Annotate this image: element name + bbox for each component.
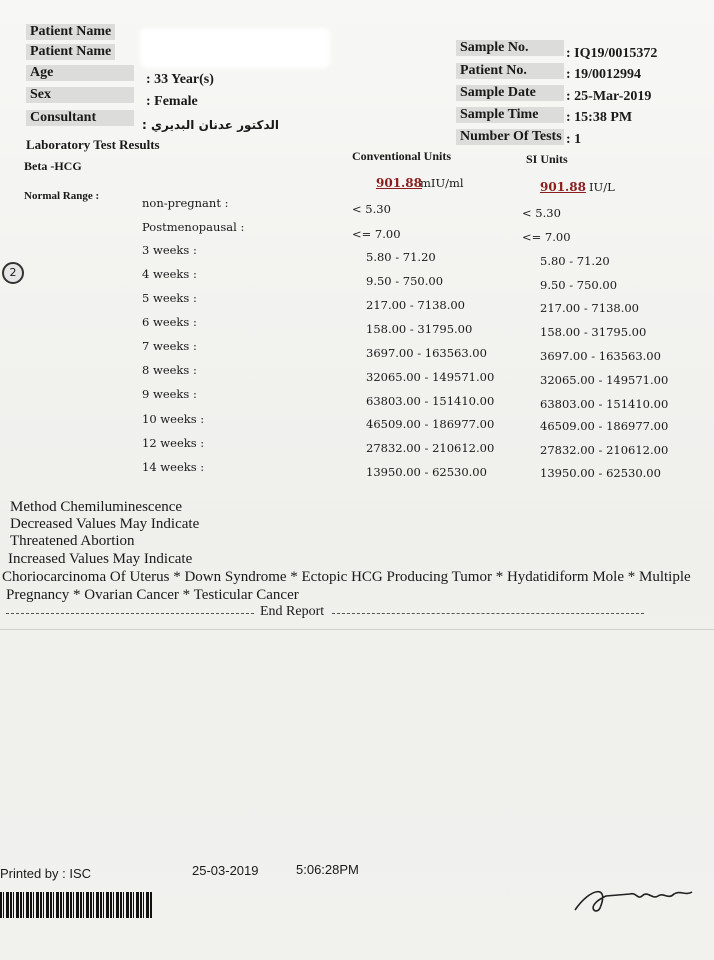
range-conventional: 3697.00 - 163563.00 [366, 346, 487, 360]
range-si: 63803.00 - 151410.00 [540, 397, 669, 411]
si-result: 901.88 [540, 180, 586, 194]
patient-no-label: Patient No. [456, 63, 564, 79]
range-conventional: 63803.00 - 151410.00 [366, 394, 495, 408]
range-label: 14 weeks : [142, 460, 205, 474]
range-si: 217.00 - 7138.00 [540, 301, 639, 315]
page-number-badge: 2 [2, 262, 24, 284]
range-conventional: 32065.00 - 149571.00 [366, 370, 495, 384]
range-si: 158.00 - 31795.00 [540, 325, 647, 339]
range-conventional: 217.00 - 7138.00 [366, 298, 465, 312]
consultant-value: : الدكتور عدنان البديري [142, 118, 279, 132]
sample-time-label: Sample Time [456, 107, 564, 123]
range-si: 3697.00 - 163563.00 [540, 349, 661, 363]
sample-no-label: Sample No. [456, 40, 564, 56]
signature [570, 878, 700, 918]
age-label: Age [26, 65, 134, 81]
range-conventional: <= 7.00 [352, 227, 401, 241]
end-rule-right [332, 613, 644, 614]
range-label: 3 weeks : [142, 243, 197, 257]
range-label: 10 weeks : [142, 412, 205, 426]
range-label: 12 weeks : [142, 436, 205, 450]
conditions-note: Choriocarcinoma Of Uterus * Down Syndrome * Ectopic HCG Producing Tumor * Hydatidiform Mole * Multiple [2, 569, 691, 585]
patient-name-label: Patient Name [26, 24, 115, 40]
range-label: 5 weeks : [142, 291, 197, 305]
number-of-tests-label: Number Of Tests [456, 129, 564, 145]
test-name: Beta -HCG [24, 159, 82, 173]
range-si: 5.80 - 71.20 [540, 254, 610, 268]
consultant-label: Consultant [26, 110, 134, 126]
range-label: Postmenopausal : [142, 220, 245, 234]
conditions-note-2: Pregnancy * Ovarian Cancer * Testicular Cancer [6, 587, 299, 603]
range-conventional: 5.80 - 71.20 [366, 250, 436, 264]
range-si: 32065.00 - 149571.00 [540, 373, 669, 387]
range-conventional: 27832.00 - 210612.00 [366, 441, 495, 455]
threatened-note: Threatened Abortion [10, 533, 135, 549]
normal-range-label: Normal Range : [24, 190, 100, 202]
sample-date-label: Sample Date [456, 85, 564, 101]
range-si: 27832.00 - 210612.00 [540, 443, 669, 457]
section-title: Laboratory Test Results [26, 137, 160, 152]
range-label: 8 weeks : [142, 363, 197, 377]
range-label: 9 weeks : [142, 387, 197, 401]
range-label: 4 weeks : [142, 267, 197, 281]
sex-label: Sex [26, 87, 134, 103]
range-label: 6 weeks : [142, 315, 197, 329]
end-report-label: End Report [260, 604, 325, 619]
range-si: <= 7.00 [522, 230, 571, 244]
range-conventional: 9.50 - 750.00 [366, 274, 444, 288]
range-conventional: < 5.30 [352, 202, 391, 216]
sample-no-value: : IQ19/0015372 [566, 46, 658, 61]
page-divider [0, 629, 714, 630]
sample-time-value: : 15:38 PM [566, 110, 633, 125]
conventional-units-header: Conventional Units [352, 149, 452, 163]
method-note: Method Chemiluminescence [10, 499, 183, 515]
range-si: 13950.00 - 62530.00 [540, 466, 661, 480]
barcode [0, 892, 152, 918]
print-time: 5:06:28PM [296, 862, 359, 877]
range-conventional: 13950.00 - 62530.00 [366, 465, 487, 479]
range-conventional: 46509.00 - 186977.00 [366, 417, 495, 431]
range-si: < 5.30 [522, 206, 561, 220]
si-units-header: SI Units [526, 152, 568, 166]
increased-note: Increased Values May Indicate [8, 551, 193, 567]
end-rule-left [6, 613, 254, 614]
patient-no-value: : 19/0012994 [566, 67, 642, 82]
print-date: 25-03-2019 [192, 863, 259, 878]
conventional-result: 901.88 [376, 176, 422, 190]
range-label: non-pregnant : [142, 196, 229, 210]
patient-name-label-2: Patient Name [26, 44, 115, 60]
si-unit: IU/L [589, 180, 615, 194]
range-label: 7 weeks : [142, 339, 197, 353]
redacted-name [140, 28, 330, 68]
printed-by: Printed by : ISC [0, 866, 92, 881]
conventional-unit: mIU/ml [420, 176, 464, 190]
range-conventional: 158.00 - 31795.00 [366, 322, 473, 336]
age-value: : 33 Year(s) [146, 72, 214, 87]
sex-value: : Female [146, 94, 198, 109]
number-of-tests-value: : 1 [566, 132, 582, 147]
decreased-note: Decreased Values May Indicate [10, 516, 200, 532]
range-si: 9.50 - 750.00 [540, 278, 618, 292]
sample-date-value: : 25-Mar-2019 [566, 89, 652, 104]
range-si: 46509.00 - 186977.00 [540, 419, 669, 433]
